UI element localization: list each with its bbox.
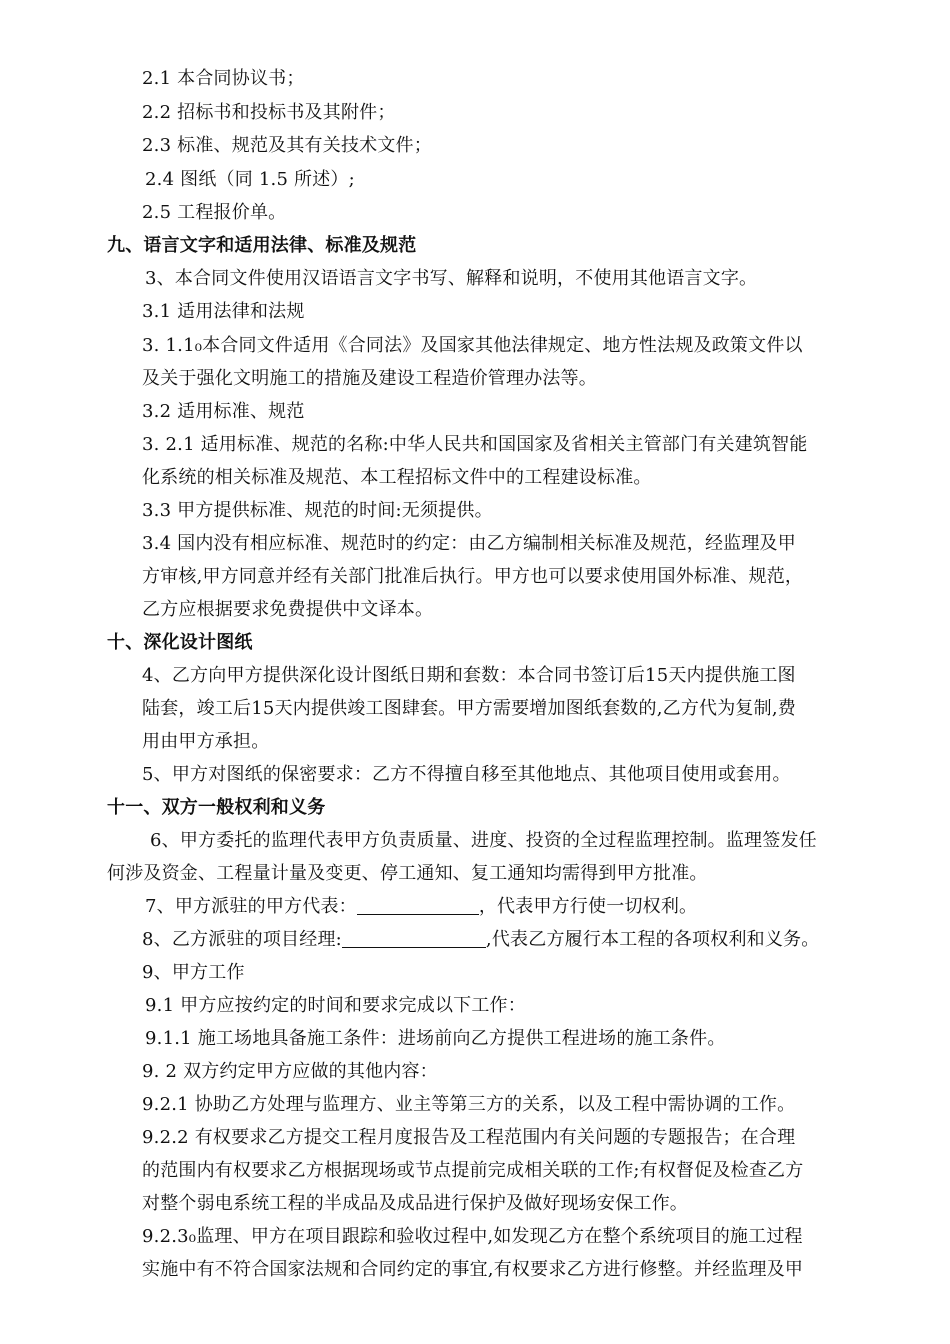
clause-6: 6、甲方委托的监理代表甲方负责质量、进度、投资的全过程监理控制。监理签发任 <box>150 830 817 851</box>
clause-9-2-1: 9.2.1 协助乙方处理与监理方、业主等第三方的关系，以及工程中需协调的工作。 <box>142 1094 796 1115</box>
section-heading-11: 十一、双方一般权利和义务 <box>107 797 326 818</box>
clause-9-1: 9.1 甲方应按约定的时间和要求完成以下工作： <box>145 995 526 1016</box>
clause-9-2: 9. 2 双方约定甲方应做的其他内容： <box>142 1061 438 1082</box>
clause-9-2-3: 9.2.3₀监理、甲方在项目跟踪和验收过程中,如发现乙方在整个系统项目的施工过程 <box>142 1226 803 1247</box>
clause-3-4-cont-1: 方审核,甲方同意并经有关部门批准后执行。甲方也可以要求使用国外标准、规范， <box>142 566 804 587</box>
clause-9-1-1: 9.1.1 施工场地具备施工条件：进场前向乙方提供工程进场的施工条件。 <box>145 1028 726 1049</box>
clause-7 <box>145 895 697 919</box>
clause-4-cont-2: 用由甲方承担。 <box>142 731 270 752</box>
clause-3-1-1-cont: 及关于强化文明施工的措施及建设工程造价管理办法等。 <box>142 368 597 389</box>
clause-3-4: 3.4 国内没有相应标准、规范时的约定：由乙方编制相关标准及规范，经监理及甲 <box>142 533 796 554</box>
clause-6-cont: 何涉及资金、工程量计量及变更、停工通知、复工通知均需得到甲方批准。 <box>107 863 708 884</box>
clause-4: 4、乙方向甲方提供深化设计图纸日期和套数：本合同书签订后15天内提供施工图 <box>142 665 796 686</box>
clause-3-1: 3.1 适用法律和法规 <box>142 301 305 322</box>
clause-9-2-2-cont-1: 的范围内有权要求乙方根据现场或节点提前完成相关联的工作;有权督促及检查乙方 <box>142 1160 804 1181</box>
clause-8 <box>142 928 819 952</box>
clause-7-prefix: 7、甲方派驻的甲方代表： <box>145 896 357 917</box>
section-heading-10: 十、深化设计图纸 <box>107 632 253 653</box>
clause-3-2-1-cont: 化系统的相关标准及规范、本工程招标文件中的工程建设标准。 <box>142 467 652 488</box>
clause-3-4-cont-2: 乙方应根据要求免费提供中文译本。 <box>142 599 434 620</box>
project-manager-blank[interactable] <box>342 929 486 948</box>
clause-9-2-2: 9.2.2 有权要求乙方提交工程月度报告及工程范围内有关问题的专题报告；在合理 <box>142 1127 796 1148</box>
clause-2-1: 2.1 本合同协议书； <box>142 68 305 89</box>
clause-9-2-2-cont-2: 对整个弱电系统工程的半成品及成品进行保护及做好现场安保工作。 <box>142 1193 688 1214</box>
clause-3-1-1: 3. 1.1₀本合同文件适用《合同法》及国家其他法律规定、地方性法规及政策文件以 <box>142 335 803 356</box>
section-heading-9: 九、语言文字和适用法律、标准及规范 <box>107 235 417 256</box>
clause-8-suffix: ,代表乙方履行本工程的各项权利和义务。 <box>485 929 820 950</box>
clause-9: 9、甲方工作 <box>142 962 245 983</box>
clause-3: 3、本合同文件使用汉语语言文字书写、解释和说明，不使用其他语言文字。 <box>145 268 758 289</box>
clause-4-cont-1: 陆套，竣工后15天内提供竣工图肆套。甲方需要增加图纸套数的,乙方代为复制,费 <box>142 698 796 719</box>
clause-5: 5、甲方对图纸的保密要求：乙方不得擅自移至其他地点、其他项目使用或套用。 <box>142 764 791 785</box>
clause-2-5: 2.5 工程报价单。 <box>142 202 287 223</box>
clause-2-4: 2.4 图纸（同 1.5 所述）; <box>145 169 355 190</box>
clause-2-3: 2.3 标准、规范及其有关技术文件； <box>142 135 432 156</box>
owner-representative-blank[interactable] <box>357 896 479 915</box>
clause-3-3: 3.3 甲方提供标准、规范的时间:无须提供。 <box>142 500 493 521</box>
clause-7-suffix: ，代表甲方行使一切权利。 <box>478 896 698 917</box>
clause-3-2-1: 3. 2.1 适用标准、规范的名称:中华人民共和国国家及省相关主管部门有关建筑智能 <box>142 434 808 455</box>
clause-8-prefix: 8、乙方派驻的项目经理: <box>142 929 342 950</box>
clause-3-2: 3.2 适用标准、规范 <box>142 401 305 422</box>
clause-2-2: 2.2 招标书和投标书及其附件； <box>142 102 396 123</box>
clause-9-2-3-cont: 实施中有不符合国家法规和合同约定的事宜,有权要求乙方进行修整。并经监理及甲 <box>142 1259 804 1280</box>
